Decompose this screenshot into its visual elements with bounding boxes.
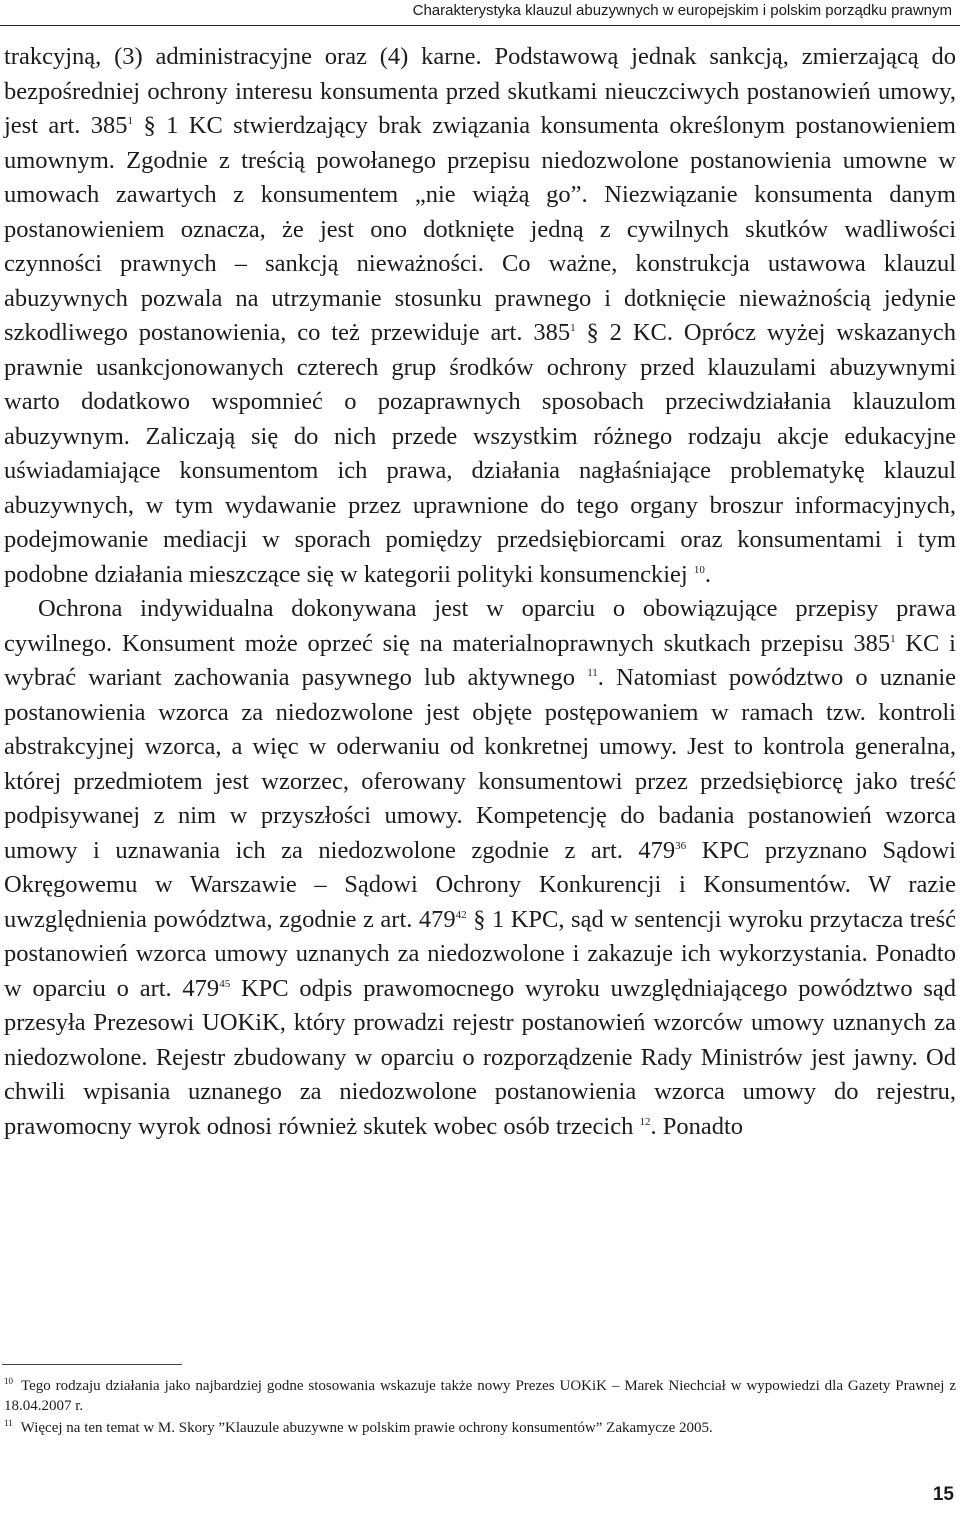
text-span: § 1 KC stwierdzający brak związania konsumenta określonym postanowieniem umownym. Zgodnie z treścią powołanego przepisu niedozwolone postanowienia umowne w umowach zawartych z konsumentem „nie wiążą go”. Niezwiązanie konsumenta danym postanowieniem oznacza, że jest ono dotknięte jedną z cywilnych skutków wadliwości czynności prawnych – sankcją nieważności. Co ważne, konstrukcja ustawowa klauzul abuzywnych pozwala na utrzymanie stosunku prawnego i dotknięcie nieważnością jedynie szkodliwego postanowienia, co też przewiduje art. 385 [4, 112, 956, 346]
main-text [4, 40, 956, 1144]
superscript: 45 [219, 977, 231, 990]
text-span: . Ponadto [650, 1112, 744, 1140]
superscript: 1 [127, 115, 134, 127]
superscript: 1 [570, 322, 576, 334]
text-span: Ochrona indywidualna dokonywana jest w oparciu o obowiązujące przepisy prawa cywilnego. Konsument może oprzeć się na materialnoprawnych skutkach przepisu 385 [4, 595, 956, 657]
paragraph-2 [4, 592, 956, 1144]
footnote-number: 10 [4, 1376, 13, 1386]
text-span: KC i wybrać wariant zachowania pasywnego lub aktywnego [4, 629, 956, 691]
text-span: KPC przyznano Sądowi Okręgowemu w Warszawie – Sądowi Ochrony Konkurencji i Konsumentów. W razie uwzględnienia powództwa, zgodnie z art. 479 [4, 836, 956, 933]
text-span: . [704, 560, 711, 588]
text-span: trakcyjną, (3) administracyjne oraz (4) karne. Podstawową jednak sankcją, zmierzającą do bezpośredniej ochrony interesu konsumenta przed skutkami nieuczciwych postanowień umowy, jest art. 385 [4, 43, 956, 139]
footnote-11 [4, 1418, 956, 1438]
superscript: 1 [890, 632, 896, 645]
superscript: 36 [675, 839, 687, 852]
text-span: § 1 KPC, sąd w sentencji wyroku przytacza treść postanowień wzorca umowy uznanych za niedozwolone i zakazuje ich wykorzystania. Ponadto w oparciu o art. 479 [4, 905, 956, 1002]
page-number: 15 [932, 1484, 954, 1505]
footnote-ref-11[interactable]: 11 [587, 667, 598, 679]
text-span: § 2 KC. Oprócz wyżej wskazanych prawnie usankcjonowanych czterech grup środków ochrony przed klauzulami abuzywnymi warto dodatkowo wspomnieć o pozaprawnych sposobach przeciwdziałania klauzulom abuzywnym. Zaliczają się do nich przede wszystkim różnego rodzaju akcje edukacyjne uświadamiające konsumentom ich prawa, działania nagłaśniające problematykę klauzul abuzywnych, w tym wydawanie przez uprawnione do tego organy broszur informacyjnych, podejmowanie mediacji w sporach pomiędzy przedsiębiorcami oraz konsumentami i tym podobne działania mieszczące się w kategorii polityki konsumenckiej [4, 319, 957, 588]
header-divider [0, 25, 960, 26]
footnote-10 [4, 1376, 956, 1416]
paragraph-1 [4, 40, 956, 592]
footnote-number: 11 [4, 1418, 13, 1428]
superscript: 42 [455, 908, 467, 921]
footnote-ref-10[interactable]: 10 [693, 563, 705, 576]
footnote-divider [2, 1364, 182, 1365]
footnotes [4, 1376, 956, 1440]
footnote-text: Więcej na ten temat w M. Skory ”Klauzule abuzywne w polskim prawie ochrony konsumentów” Zakamycze 2005. [20, 1420, 713, 1436]
footnote-text: Tego rodzaju działania jako najbardziej godne stosowania wskazuje także nowy Prezes UOKiK – Marek Niechciał w wypowiedzi dla Gazety Prawnej z 18.04.2007 r. [4, 1378, 956, 1414]
text-span: KPC odpis prawomocnego wyroku uwzględniającego powództwo sąd przesyła Prezesowi UOKiK, który prowadzi rejestr postanowień wzorców umowy uznanych za niedozwolone. Rejestr zbudowany w oparciu o rozporządzenie Rady Ministrów jest jawny. Od chwili wpisania uznanego za niedozwolone postanowienia wzorca umowy do rejestru, prawomocny wyrok odnosi również skutek wobec osób trzecich [4, 974, 956, 1140]
footnote-ref-12[interactable]: 12 [639, 1115, 651, 1128]
text-span: . Natomiast powództwo o uznanie postanowienia wzorca za niedozwolone jest objęte postępowaniem w ramach tzw. kontroli abstrakcyjnej wzorca, a więc w oderwaniu od konkretnej umowy. Jest to kontrola generalna, której przedmiotem jest wzorzec, oferowany konsumentowi przez przedsiębiorcę jako treść podpisywanej z nim w przyszłości umowy. Kompetencję do badania postanowień wzorca umowy i uznawania ich za niedozwolone zgodnie z art. 479 [4, 664, 957, 864]
running-header: Charakterystyka klauzul abuzywnych w europejskim i polskim porządku prawnym [412, 2, 952, 19]
